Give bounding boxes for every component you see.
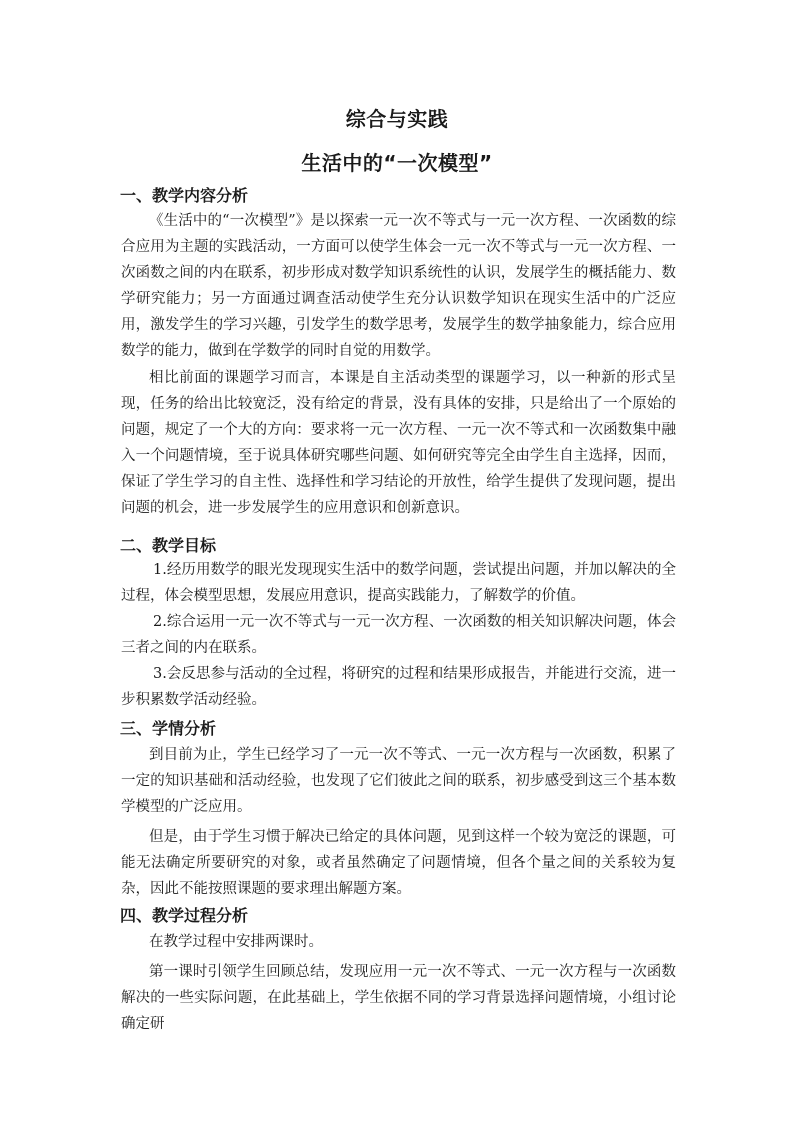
paragraph: 2.综合运用一元一次不等式与一元一次方程、一次函数的相关知识解决问题，体会三者之间的内在联系。 bbox=[121, 614, 676, 656]
paragraph: 到目前为止，学生已经学习了一元一次不等式、一元一次方程与一次函数，积累了一定的知识基础和活动经验，也发现了它们彼此之间的联系，初步感受到这三个基本数学模型的广泛应用。 bbox=[121, 747, 676, 815]
section-heading-content-analysis: 一、教学内容分析 bbox=[120, 186, 249, 205]
document-subtitle: 生活中的“一次模型” bbox=[301, 151, 493, 175]
paragraph: 《生活中的“一次模型”》是以探索一元一次不等式与一元一次方程、一次函数的综合应用为主题的实践活动，一方面可以使学生体会一元一次不等式与一元一次方程、一次函数之间的内在联系，初步形成对数学知识系统性的认识，发展学生的概括能力、数学研究能力；另一方面通过调查活动使学生充分认识数学知识在现实生活中的广泛应用，激发学生的学习兴趣，引发学生的数学思考，发展学生的数学抽象能力，综合应用数学的能力，做到在学数学的同时自觉的用数学。 bbox=[121, 213, 676, 359]
section-heading-process-analysis: 四、教学过程分析 bbox=[120, 906, 249, 925]
section-heading-learner-analysis: 三、学情分析 bbox=[120, 719, 217, 738]
paragraph: 3.会反思参与活动的全过程，将研究的过程和结果形成报告，并能进行交流，进一步积累数学活动经验。 bbox=[121, 666, 676, 708]
paragraph: 第一课时引领学生回顾总结，发现应用一元一次不等式、一元一次方程与一次函数解决的一些实际问题，在此基础上，学生依据不同的学习背景选择问题情境，小组讨论确定研 bbox=[121, 964, 676, 1032]
section-heading-teaching-goals: 二、教学目标 bbox=[120, 536, 217, 555]
paragraph: 1.经历用数学的眼光发现现实生活中的数学问题，尝试提出问题，并加以解决的全过程，体会模型思想，发展应用意识，提高实践能力，了解数学的价值。 bbox=[121, 562, 676, 604]
paragraph: 但是，由于学生习惯于解决已给定的具体问题，见到这样一个较为宽泛的课题，可能无法确定所要研究的对象，或者虽然确定了问题情境，但各个量之间的关系较为复杂，因此不能按照课题的要求理出解题方案。 bbox=[121, 829, 676, 897]
paragraph: 相比前面的课题学习而言，本课是自主活动类型的课题学习，以一种新的形式呈现，任务的给出比较宽泛，没有给定的背景，没有具体的安排，只是给出了一个原始的问题，规定了一个大的方向：要求将一元一次方程、一元一次不等式和一次函数集中融入一个问题情境，至于说具体研究哪些问题、如何研究等完全由学生自主选择，因而，保证了学生学习的自主性、选择性和学习结论的开放性，给学生提供了发现问题，提出问题的机会，进一步发展学生的应用意识和创新意识。 bbox=[121, 370, 676, 516]
paragraph: 在教学过程中安排两课时。 bbox=[149, 934, 323, 950]
document-title: 综合与实践 bbox=[345, 107, 449, 131]
